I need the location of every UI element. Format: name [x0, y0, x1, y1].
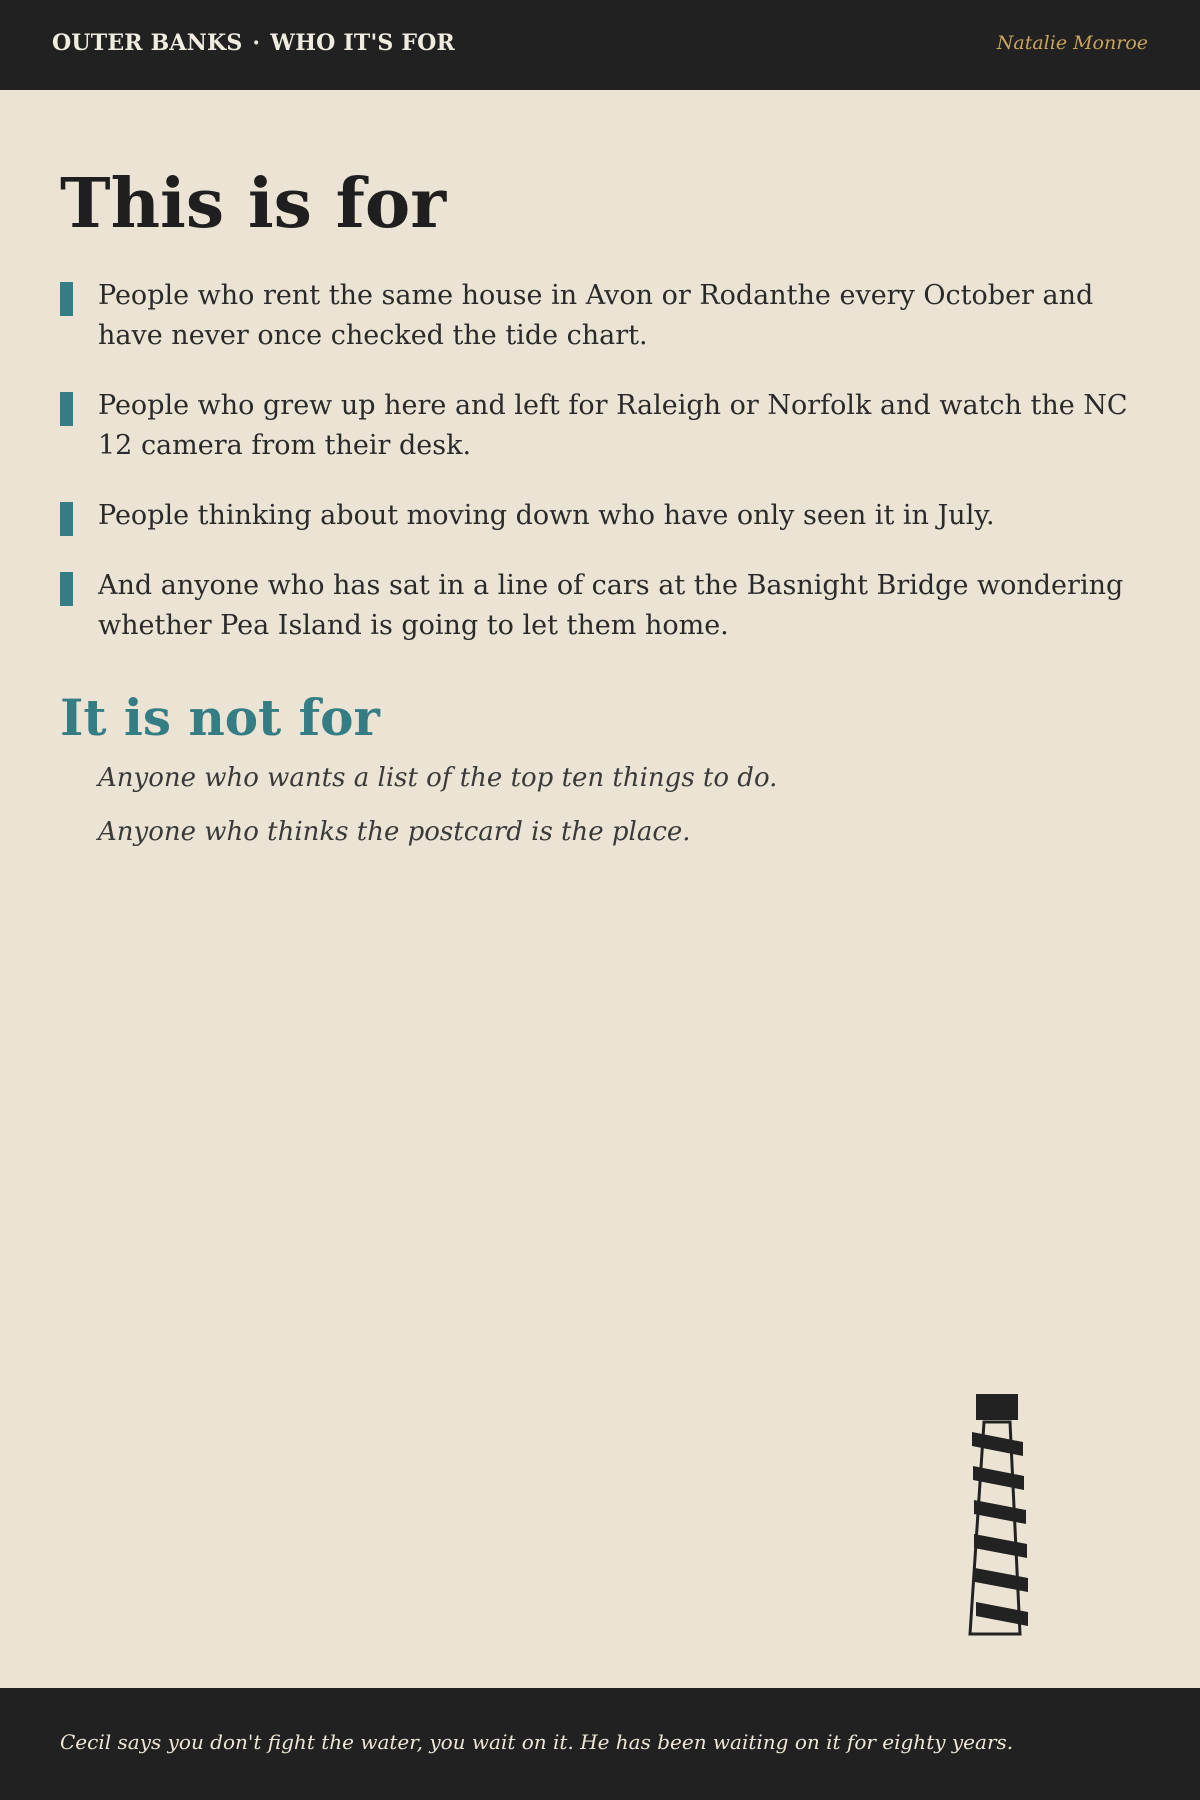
list-item [60, 566, 1138, 646]
teal-bar-marker [60, 282, 73, 316]
list-item-text: People who grew up here and left for Raleigh or Norfolk and watch the NC 12 camera from their desk. [98, 389, 1128, 461]
list-item-text: People thinking about moving down who have only seen it in July. [98, 499, 995, 531]
footer-bar [0, 1688, 1200, 1800]
list-item-text: People who rent the same house in Avon or Rodanthe every October and have never once checked the tide chart. [98, 279, 1094, 351]
teal-bar-marker [60, 502, 73, 536]
not-for-item: Anyone who thinks the postcard is the place. [98, 816, 691, 847]
breadcrumb-section[interactable]: OUTER BANKS [52, 30, 243, 56]
author-name[interactable]: Natalie Monroe [996, 32, 1148, 54]
breadcrumb-separator: · [252, 30, 261, 56]
list-item-text: And anyone who has sat in a line of cars at the Basnight Bridge wondering whether Pea Island is going to let them home. [98, 569, 1124, 641]
teal-bar-marker [60, 392, 73, 426]
teal-bar-marker [60, 572, 73, 606]
lighthouse-icon [960, 1390, 1030, 1640]
list-item [60, 276, 1138, 356]
breadcrumb [52, 30, 455, 56]
list-item [60, 496, 1138, 536]
page-title: This is for [60, 164, 447, 244]
for-list [60, 276, 1140, 646]
top-bar [0, 0, 1200, 90]
footer-quote: Cecil says you don't fight the water, you wait on it. He has been waiting on it for eighty years. [60, 1730, 1014, 1754]
not-for-heading: It is not for [60, 687, 380, 747]
not-for-list [60, 760, 1140, 850]
not-for-item: Anyone who wants a list of the top ten things to do. [98, 762, 778, 793]
list-item [60, 386, 1138, 466]
breadcrumb-page: WHO IT'S FOR [270, 30, 456, 56]
main-content [60, 164, 1140, 868]
